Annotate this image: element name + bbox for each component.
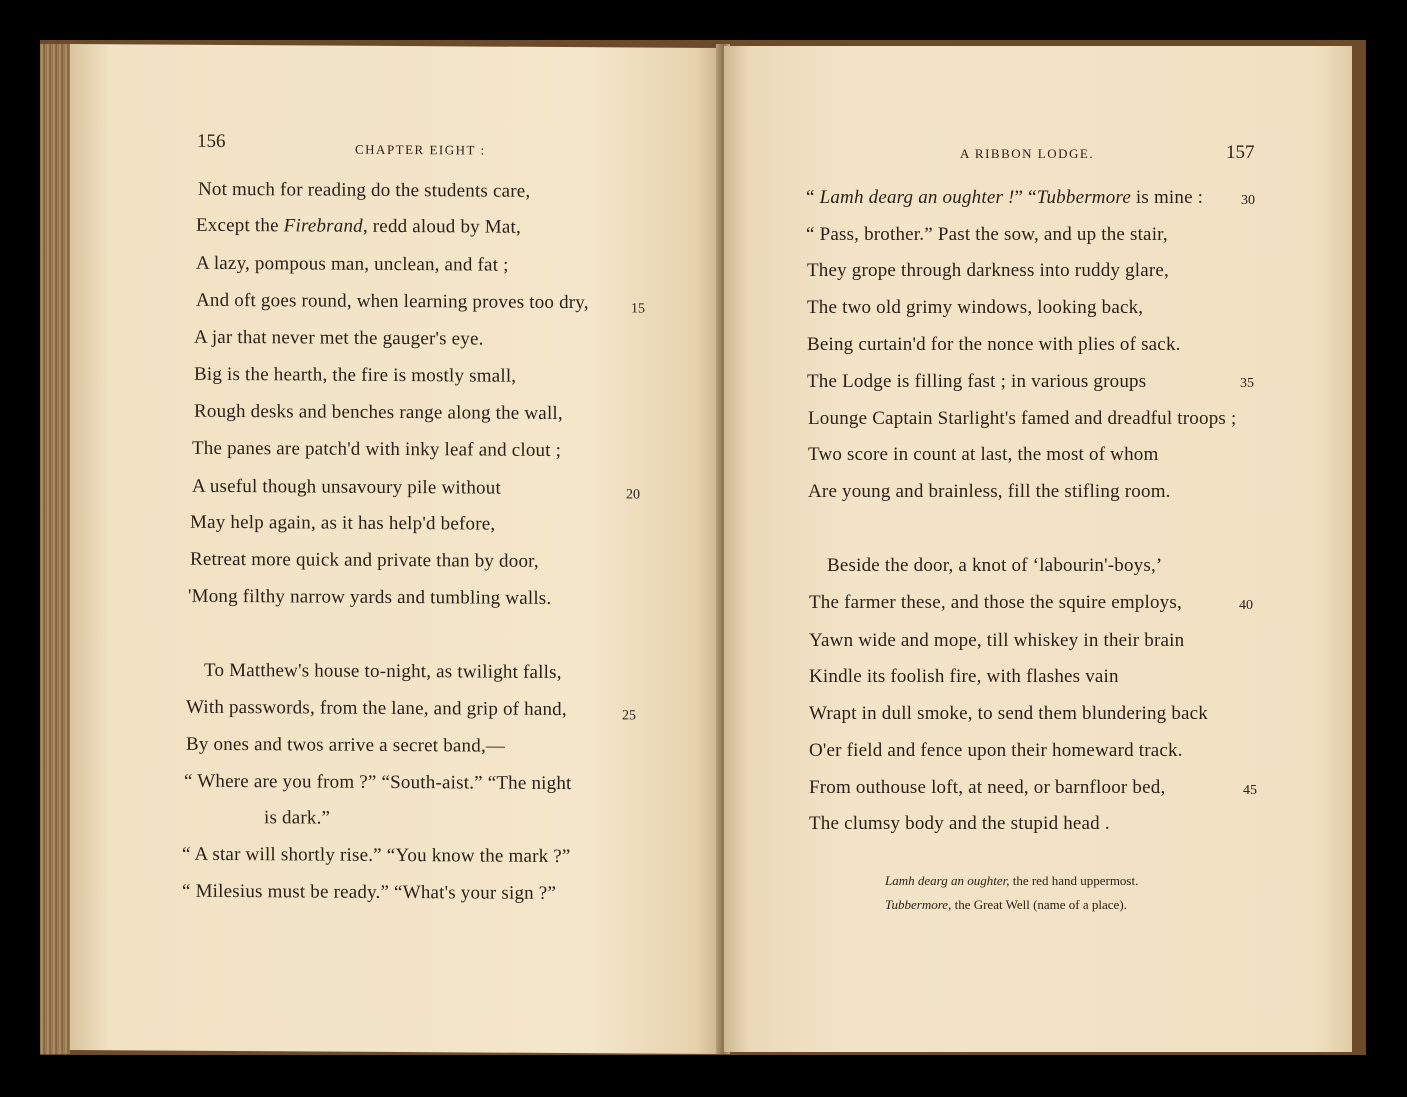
poem-line: Two score in count at last, the most of whom [808, 444, 1159, 465]
poem-line: Beside the door, a knot of ‘labourin'-boys,’ [827, 555, 1163, 576]
poem-line: A jar that never met the gauger's eye. [194, 326, 484, 350]
poem-line: To Matthew's house to-night, as twilight falls, [204, 659, 562, 684]
poem-line: And oft goes round, when learning proves too dry, [196, 289, 589, 314]
poem-line: The clumsy body and the stupid head . [809, 813, 1110, 834]
line-number: 45 [1243, 783, 1257, 798]
right-folio: 157 [1226, 142, 1255, 163]
right-page [724, 46, 1352, 1052]
poem-line: The two old grimy windows, looking back, [807, 297, 1144, 318]
line-number: 25 [622, 708, 636, 724]
poem-line: “ Where are you from ?” “South-aist.” “The night [184, 770, 572, 795]
poem-line: is dark.” [264, 807, 331, 829]
poem-line: By ones and twos arrive a secret band,— [186, 733, 506, 757]
poem-line: Not much for reading do the students care, [198, 178, 531, 202]
footnote: Lamh dearg an oughter, the red hand uppermost. [885, 873, 1139, 888]
right-running-head: A RIBBON LODGE. [960, 146, 1095, 161]
poem-line: A lazy, pompous man, unclean, and fat ; [196, 252, 509, 276]
line-number: 35 [1240, 376, 1254, 391]
line-number: 30 [1241, 193, 1255, 208]
poem-line: O'er field and fence upon their homeward track. [809, 740, 1183, 761]
left-folio: 156 [197, 130, 226, 152]
poem-line: “ Pass, brother.” Past the sow, and up the stair, [806, 224, 1168, 245]
poem-line: Kindle its foolish fire, with flashes vain [809, 666, 1119, 687]
poem-line: Rough desks and benches range along the wall, [194, 400, 563, 425]
poem-line: The farmer these, and those the squire employs, [809, 592, 1182, 613]
poem-line: From outhouse loft, at need, or barnfloor bed, [809, 777, 1166, 798]
line-number: 15 [631, 301, 645, 317]
poem-line: 'Mong filthy narrow yards and tumbling walls. [188, 585, 552, 609]
poem-line: With passwords, from the lane, and grip of hand, [186, 696, 567, 721]
poem-line: Yawn wide and mope, till whiskey in their brain [809, 630, 1185, 651]
poem-line: “ Milesius must be ready.” “What's your sign ?” [182, 880, 557, 904]
poem-line: Wrapt in dull smoke, to send them blundering back [809, 703, 1208, 724]
poem-line: May help again, as it has help'd before, [190, 511, 496, 535]
poem-line: The panes are patch'd with inky leaf and clout ; [192, 437, 562, 462]
footnote: Tubbermore, the Great Well (name of a place). [885, 897, 1127, 912]
poem-line: Are young and brainless, fill the stifling room. [808, 481, 1171, 502]
page-edges [40, 44, 70, 1054]
poem-line: Lounge Captain Starlight's famed and dreadful troops ; [808, 408, 1237, 429]
poem-line: They grope through darkness into ruddy glare, [807, 260, 1169, 281]
line-number: 20 [626, 487, 640, 503]
poem-line: Retreat more quick and private than by door, [190, 548, 539, 572]
poem-line: Big is the hearth, the fire is mostly small, [194, 363, 517, 387]
poem-line: A useful though unsavoury pile without [192, 475, 501, 499]
poem-line: Being curtain'd for the nonce with plies of sack. [807, 334, 1181, 355]
poem-line: Except the Firebrand, redd aloud by Mat, [196, 214, 521, 238]
poem-line: “ Lamh dearg an oughter !” “Tubbermore is mine : [806, 187, 1204, 208]
poem-line: The Lodge is filling fast ; in various groups [807, 371, 1147, 392]
poem-line: “ A star will shortly rise.” “You know the mark ?” [182, 843, 571, 868]
left-running-head: CHAPTER EIGHT : [355, 141, 486, 158]
line-number: 40 [1239, 598, 1253, 613]
left-page [70, 44, 722, 1054]
